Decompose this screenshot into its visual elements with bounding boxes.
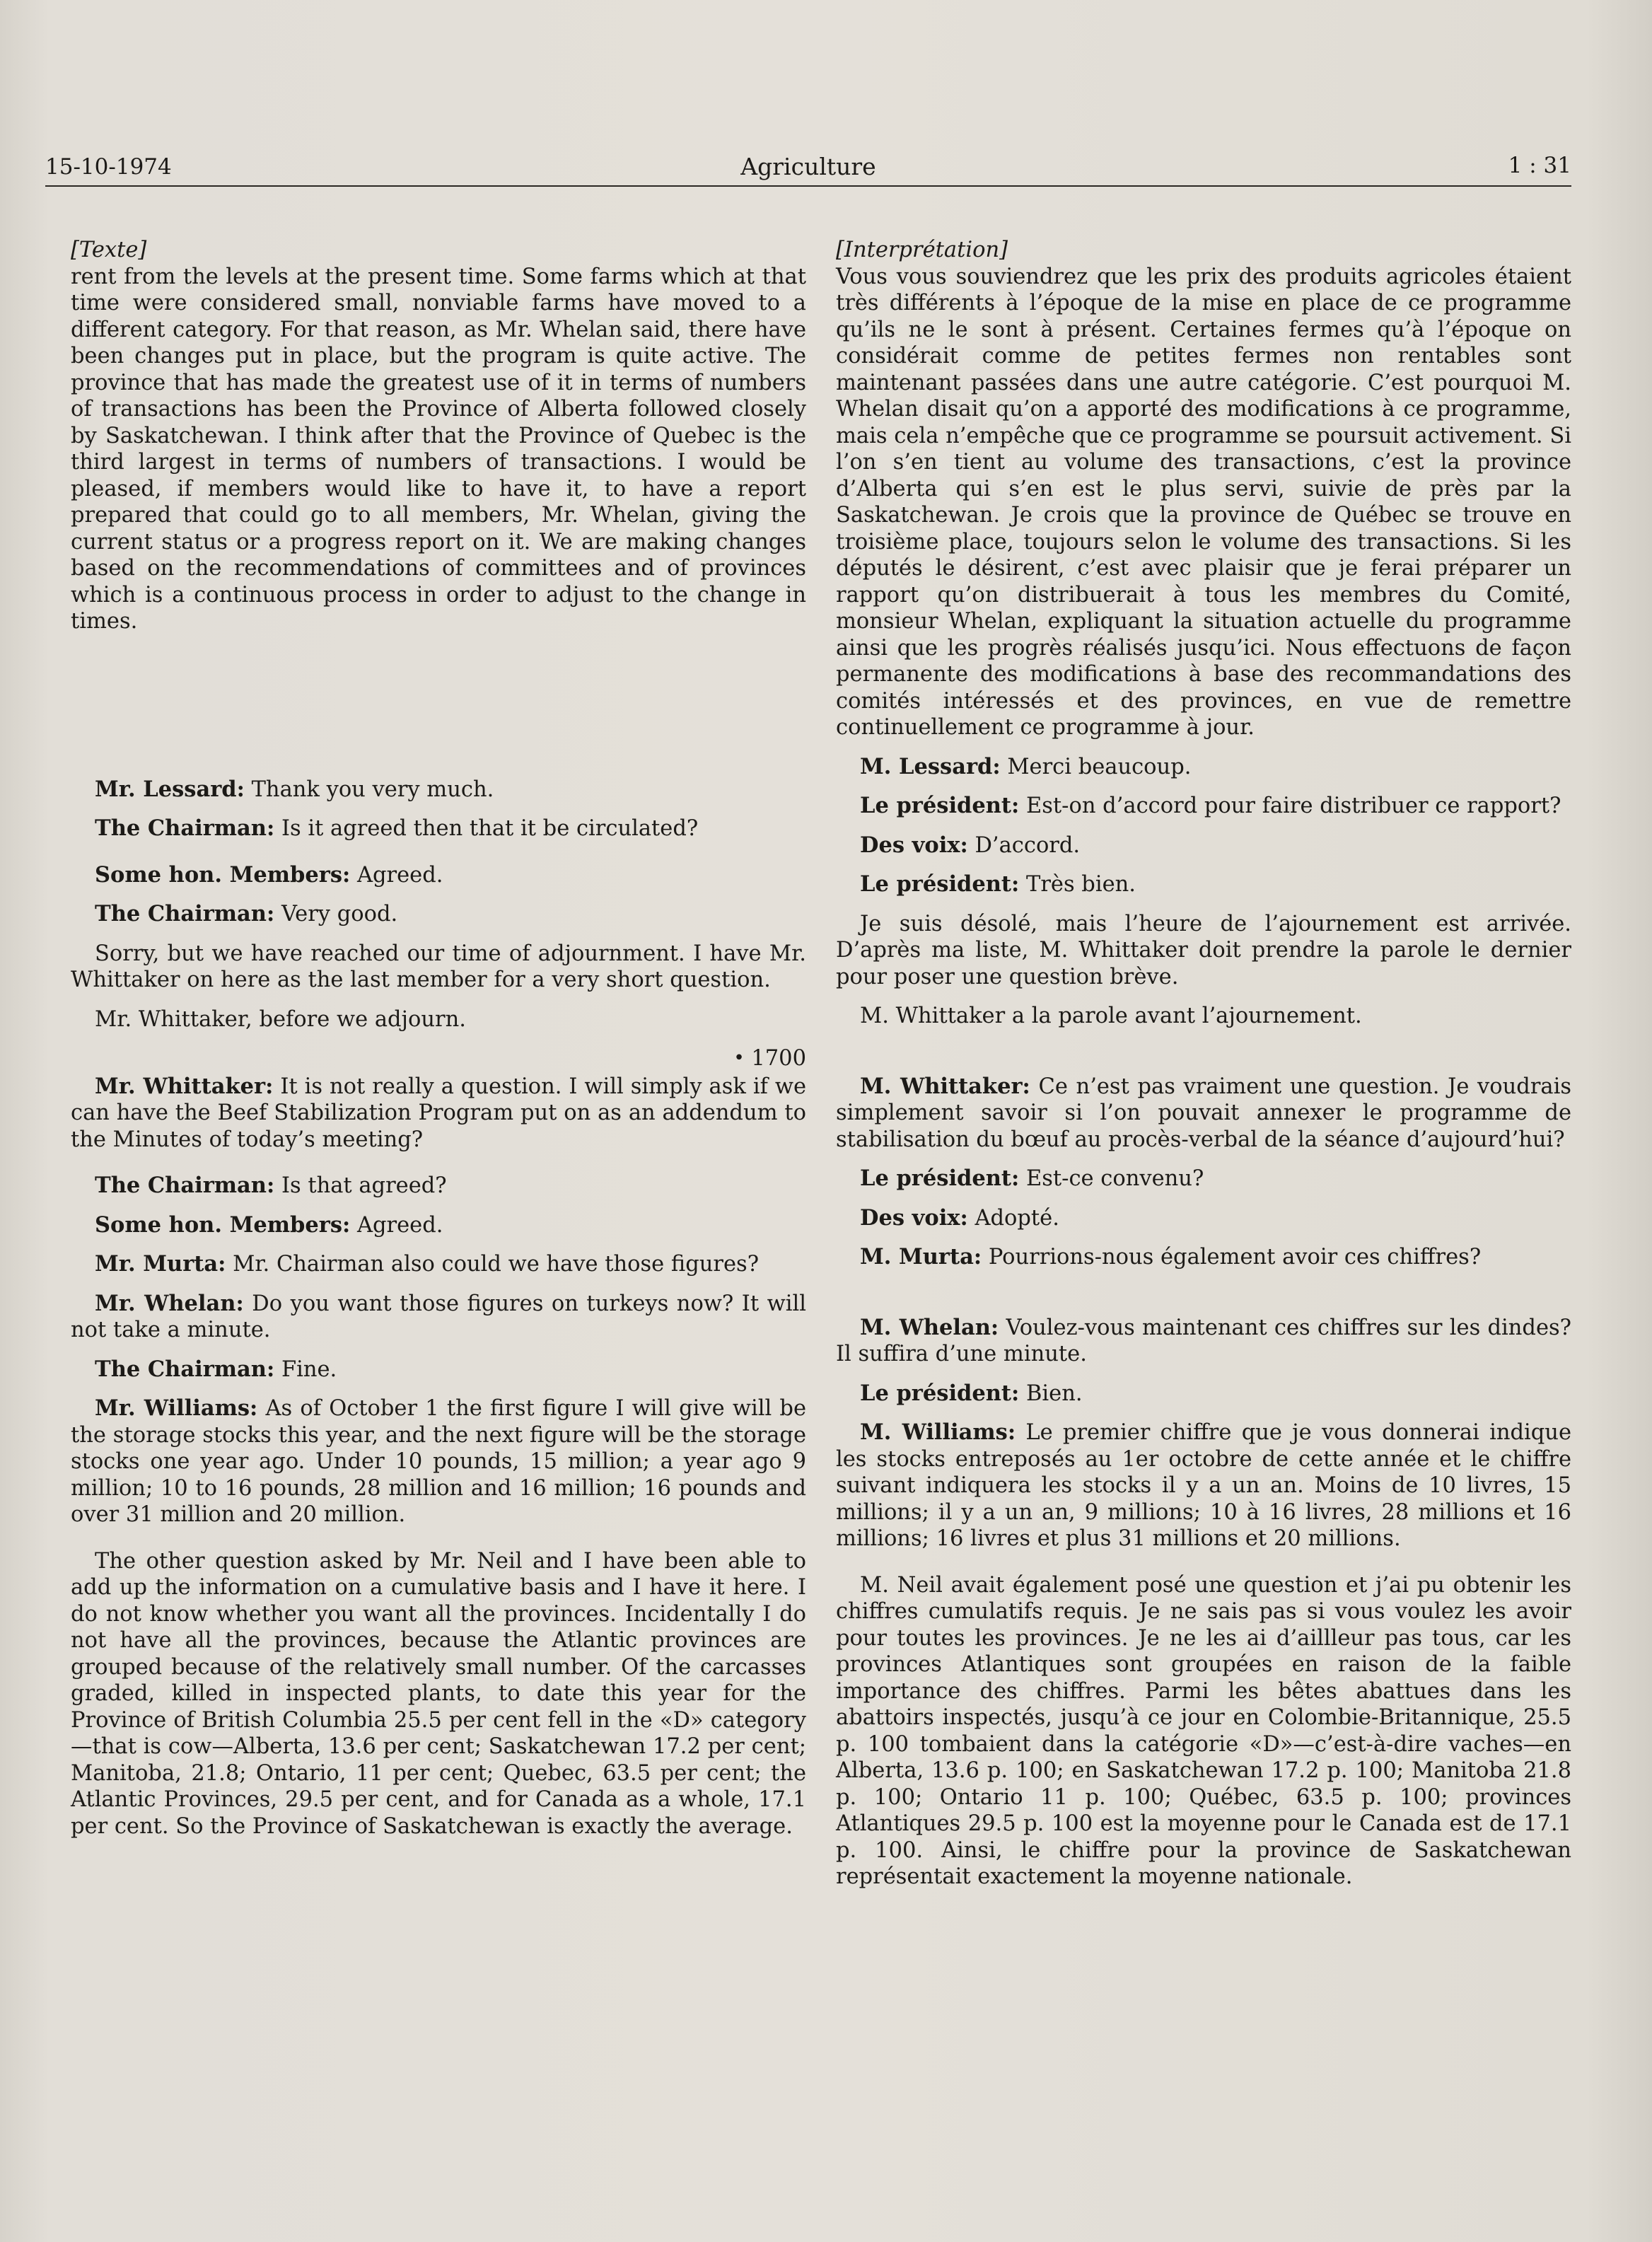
speech-chairman: The Chairman: Is it agreed then that it be circulated? <box>95 815 699 841</box>
speaker: Mr. Whittaker: <box>95 1073 274 1099</box>
speaker: The Chairman: <box>95 1356 275 1382</box>
speaker: M. Williams: <box>860 1419 1016 1445</box>
language-tag: [Interprétation] <box>836 238 1008 262</box>
english-column <box>71 237 806 1840</box>
speech-whelan: M. Whelan: Voulez-vous maintenant ces chiffres sur les dindes? Il suffira d’une minute. <box>836 1314 1571 1366</box>
speaker: M. Lessard: <box>860 753 1001 779</box>
paragraph: Mr. Whittaker, before we adjourn. <box>95 1006 466 1032</box>
speech-chairman: The Chairman: Is that agreed? <box>95 1173 447 1198</box>
time-marker: • 1700 <box>733 1046 806 1071</box>
speaker: Some hon. Members: <box>95 1212 351 1238</box>
speech-president: Le président: Est-on d’accord pour faire distribuer ce rapport? <box>860 793 1561 818</box>
speech-lessard: M. Lessard: Merci beaucoup. <box>860 753 1192 779</box>
header-rule <box>45 185 1571 187</box>
speech-president: Le président: Bien. <box>860 1380 1083 1406</box>
speech-chairman: The Chairman: Fine. <box>95 1356 337 1382</box>
speech-whittaker: M. Whittaker: Ce n’est pas vraiment une question. Je voudrais simplement savoir si l’on pouvait annexer le programme de stabilisation du bœuf au procès-verbal de la séance d’aujourd’hui? <box>836 1073 1571 1152</box>
speaker: Mr. Murta: <box>95 1251 226 1277</box>
speaker: Le président: <box>860 871 1020 897</box>
header-date: 15-10-1974 <box>45 154 172 180</box>
speech-voices: Des voix: Adopté. <box>860 1204 1059 1231</box>
speaker: M. Whelan: <box>860 1314 999 1340</box>
running-header <box>45 151 1571 185</box>
paragraph: M. Neil avait également posé une question et j’ai pu obtenir les chiffres cumulatifs requis. Je ne sais pas si vous voulez les avoir pour toutes les provinces. Je ne les ai d’aillleur pas tous, car les provinces Atlantiques sont groupées en raison de la faible importance des chiffres. Parmi les bêtes abattues dans les abattoirs inspectés, jusqu’à ce jour en Colombie-Britannique, 25.5 p. 100 tombaient dans la catégorie «D»—c’est-à-dire vaches—en Alberta, 13.6 p. 100; en Saskatchewan 17.2 p. 100; Manitoba 21.8 p. 100; Ontario 11 p. 100; Québec, 63.5 p. 100; provinces Atlantiques 29.5 p. 100 est la moyenne pour le Canada est de 17.1 p. 100. Ainsi, le chiffre pour la province de Saskatchewan représentait exactement la moyenne nationale. <box>836 1572 1571 1889</box>
speech-whelan: Mr. Whelan: Do you want those figures on turkeys now? It will not take a minute. <box>71 1290 806 1342</box>
speech-chairman: The Chairman: Very good. <box>95 901 398 927</box>
paragraph: The other question asked by Mr. Neil and I have been able to add up the information on a cumulative basis and I have it here. I do not know whether you want all the provinces. Incidentally I do not have all the provinces, because the Atlantic provinces are grouped because of the relatively small number. Of the carcasses graded, killed in inspected plants, to date this year for the Province of British Columbia 25.5 per cent fell in the «D» category—that is cow—Alberta, 13.6 per cent; Saskatchewan 17.2 per cent; Manitoba, 21.8; Ontario, 11 per cent; Quebec, 63.5 per cent; the Atlantic Provinces, 29.5 per cent, and for Canada as a whole, 17.1 per cent. So the Province of Saskatchewan is exactly the average. <box>71 1548 806 1839</box>
header-page-number: 1 : 31 <box>1508 153 1571 178</box>
speaker: Mr. Whelan: <box>95 1290 244 1316</box>
speech-williams: Mr. Williams: As of October 1 the first figure I will give will be the storage stocks this year, and the next figure will be the storage stocks one year ago. Under 10 pounds, 15 million; a year ago 9 million; 10 to 16 pounds, 28 million and 16 million; 16 pounds and over 31 million and 20 million. <box>71 1395 807 1527</box>
speaker: Des voix: <box>860 1204 968 1231</box>
speaker: M. Whittaker: <box>860 1073 1030 1099</box>
bullet-icon: • <box>733 1047 745 1069</box>
paragraph: Sorry, but we have reached our time of adjournment. I have Mr. Whittaker on here as the last member for a very short question. <box>71 941 806 992</box>
speaker: Some hon. Members: <box>95 861 351 888</box>
speech-president: Le président: Très bien. <box>860 871 1136 897</box>
speaker: M. Murta: <box>860 1244 982 1270</box>
speaker: Mr. Lessard: <box>95 776 245 802</box>
speech-voices: Des voix: D’accord. <box>860 832 1081 858</box>
speaker: The Chairman: <box>95 901 275 927</box>
speaker: Le président: <box>860 1380 1020 1406</box>
speech-members: Some hon. Members: Agreed. <box>95 861 443 888</box>
speaker: The Chairman: <box>95 815 275 841</box>
paragraph: M. Whittaker a la parole avant l’ajournement. <box>860 1004 1362 1028</box>
speech-members: Some hon. Members: Agreed. <box>95 1212 443 1238</box>
speaker: The Chairman: <box>95 1173 275 1198</box>
speaker: Le président: <box>860 1166 1020 1191</box>
speech-lessard: Mr. Lessard: Thank you very much. <box>95 776 494 802</box>
speaker: Des voix: <box>860 832 968 858</box>
french-column <box>836 237 1571 1890</box>
paragraph: Vous vous souviendrez que les prix des produits agricoles étaient très différents à l’époque de la mise en place de ce programme qu’ils ne le sont à présent. Certaines fermes qu’à l’époque on considérait comme de petites fermes non rentables sont maintenant passées dans une autre catégorie. C’est pourquoi M. Whelan disait qu’on a apporté des modifications à ce programme, mais cela n’empêche que ce programme se poursuit activement. Si l’on s’en tient au volume des transactions, c’est la province d’Alberta qui s’en est le plus servi, suivie de près par la Saskatchewan. Je crois que la province de Québec se trouve en troisième place, toujours selon le volume des transactions. Si les députés le désirent, c’est avec plaisir que je ferai préparer un rapport qu’on distribuerait à tous les membres du Comité, monsieur Whelan, expliquant la situation actuelle du programme ainsi que les progrès réalisés jusqu’ici. Nous effectuons de façon permanente des modifications à base des recommandations des comités intéressés et des provinces, en vue de remettre continuellement ce programme à jour. <box>836 264 1571 740</box>
paragraph: Je suis désolé, mais l’heure de l’ajournement est arrivée. D’après ma liste, M. Whittaker doit prendre la parole le dernier pour poser une question brève. <box>836 911 1571 989</box>
language-tag: [Texte] <box>71 238 147 262</box>
speaker: Mr. Williams: <box>95 1395 258 1421</box>
speech-president: Le président: Est-ce convenu? <box>860 1166 1204 1191</box>
paragraph: rent from the levels at the present time. Some farms which at that time were considered small, nonviable farms have moved to a different category. For that reason, as Mr. Whelan said, there have been changes put in place, but the program is quite active. The province that has made the greatest use of it in terms of numbers of transactions has been the Province of Alberta followed closely by Saskatchewan. I think after that the Province of Quebec is the third largest in terms of numbers of transactions. I would be pleased, if members would like to have it, to have a report prepared that could go to all members, Mr. Whelan, giving the current status or a progress report on it. We are making changes based on the recommendations of committees and of provinces which is a continuous process in order to adjust to the change in times. <box>71 264 806 634</box>
header-title: Agriculture <box>740 153 876 180</box>
speech-williams: M. Williams: Le premier chiffre que je vous donnerai indique les stocks entreposés au 1er octobre de cette année et le chiffre suivant indiquera les stocks il y a un an. Moins de 10 livres, 15 millions; il y a un an, 9 millions; 10 à 16 livres, 28 millions et 16 millions; 16 livres et plus 31 millions et 20 millions. <box>836 1419 1571 1551</box>
speech-murta: M. Murta: Pourrions-nous également avoir ces chiffres? <box>860 1244 1482 1270</box>
speech-whittaker: Mr. Whittaker: It is not really a question. I will simply ask if we can have the Beef Stabilization Program put on as an addendum to the Minutes of today’s meeting? <box>71 1073 806 1152</box>
speech-murta: Mr. Murta: Mr. Chairman also could we have those figures? <box>95 1251 760 1277</box>
speaker: Le président: <box>860 793 1020 818</box>
